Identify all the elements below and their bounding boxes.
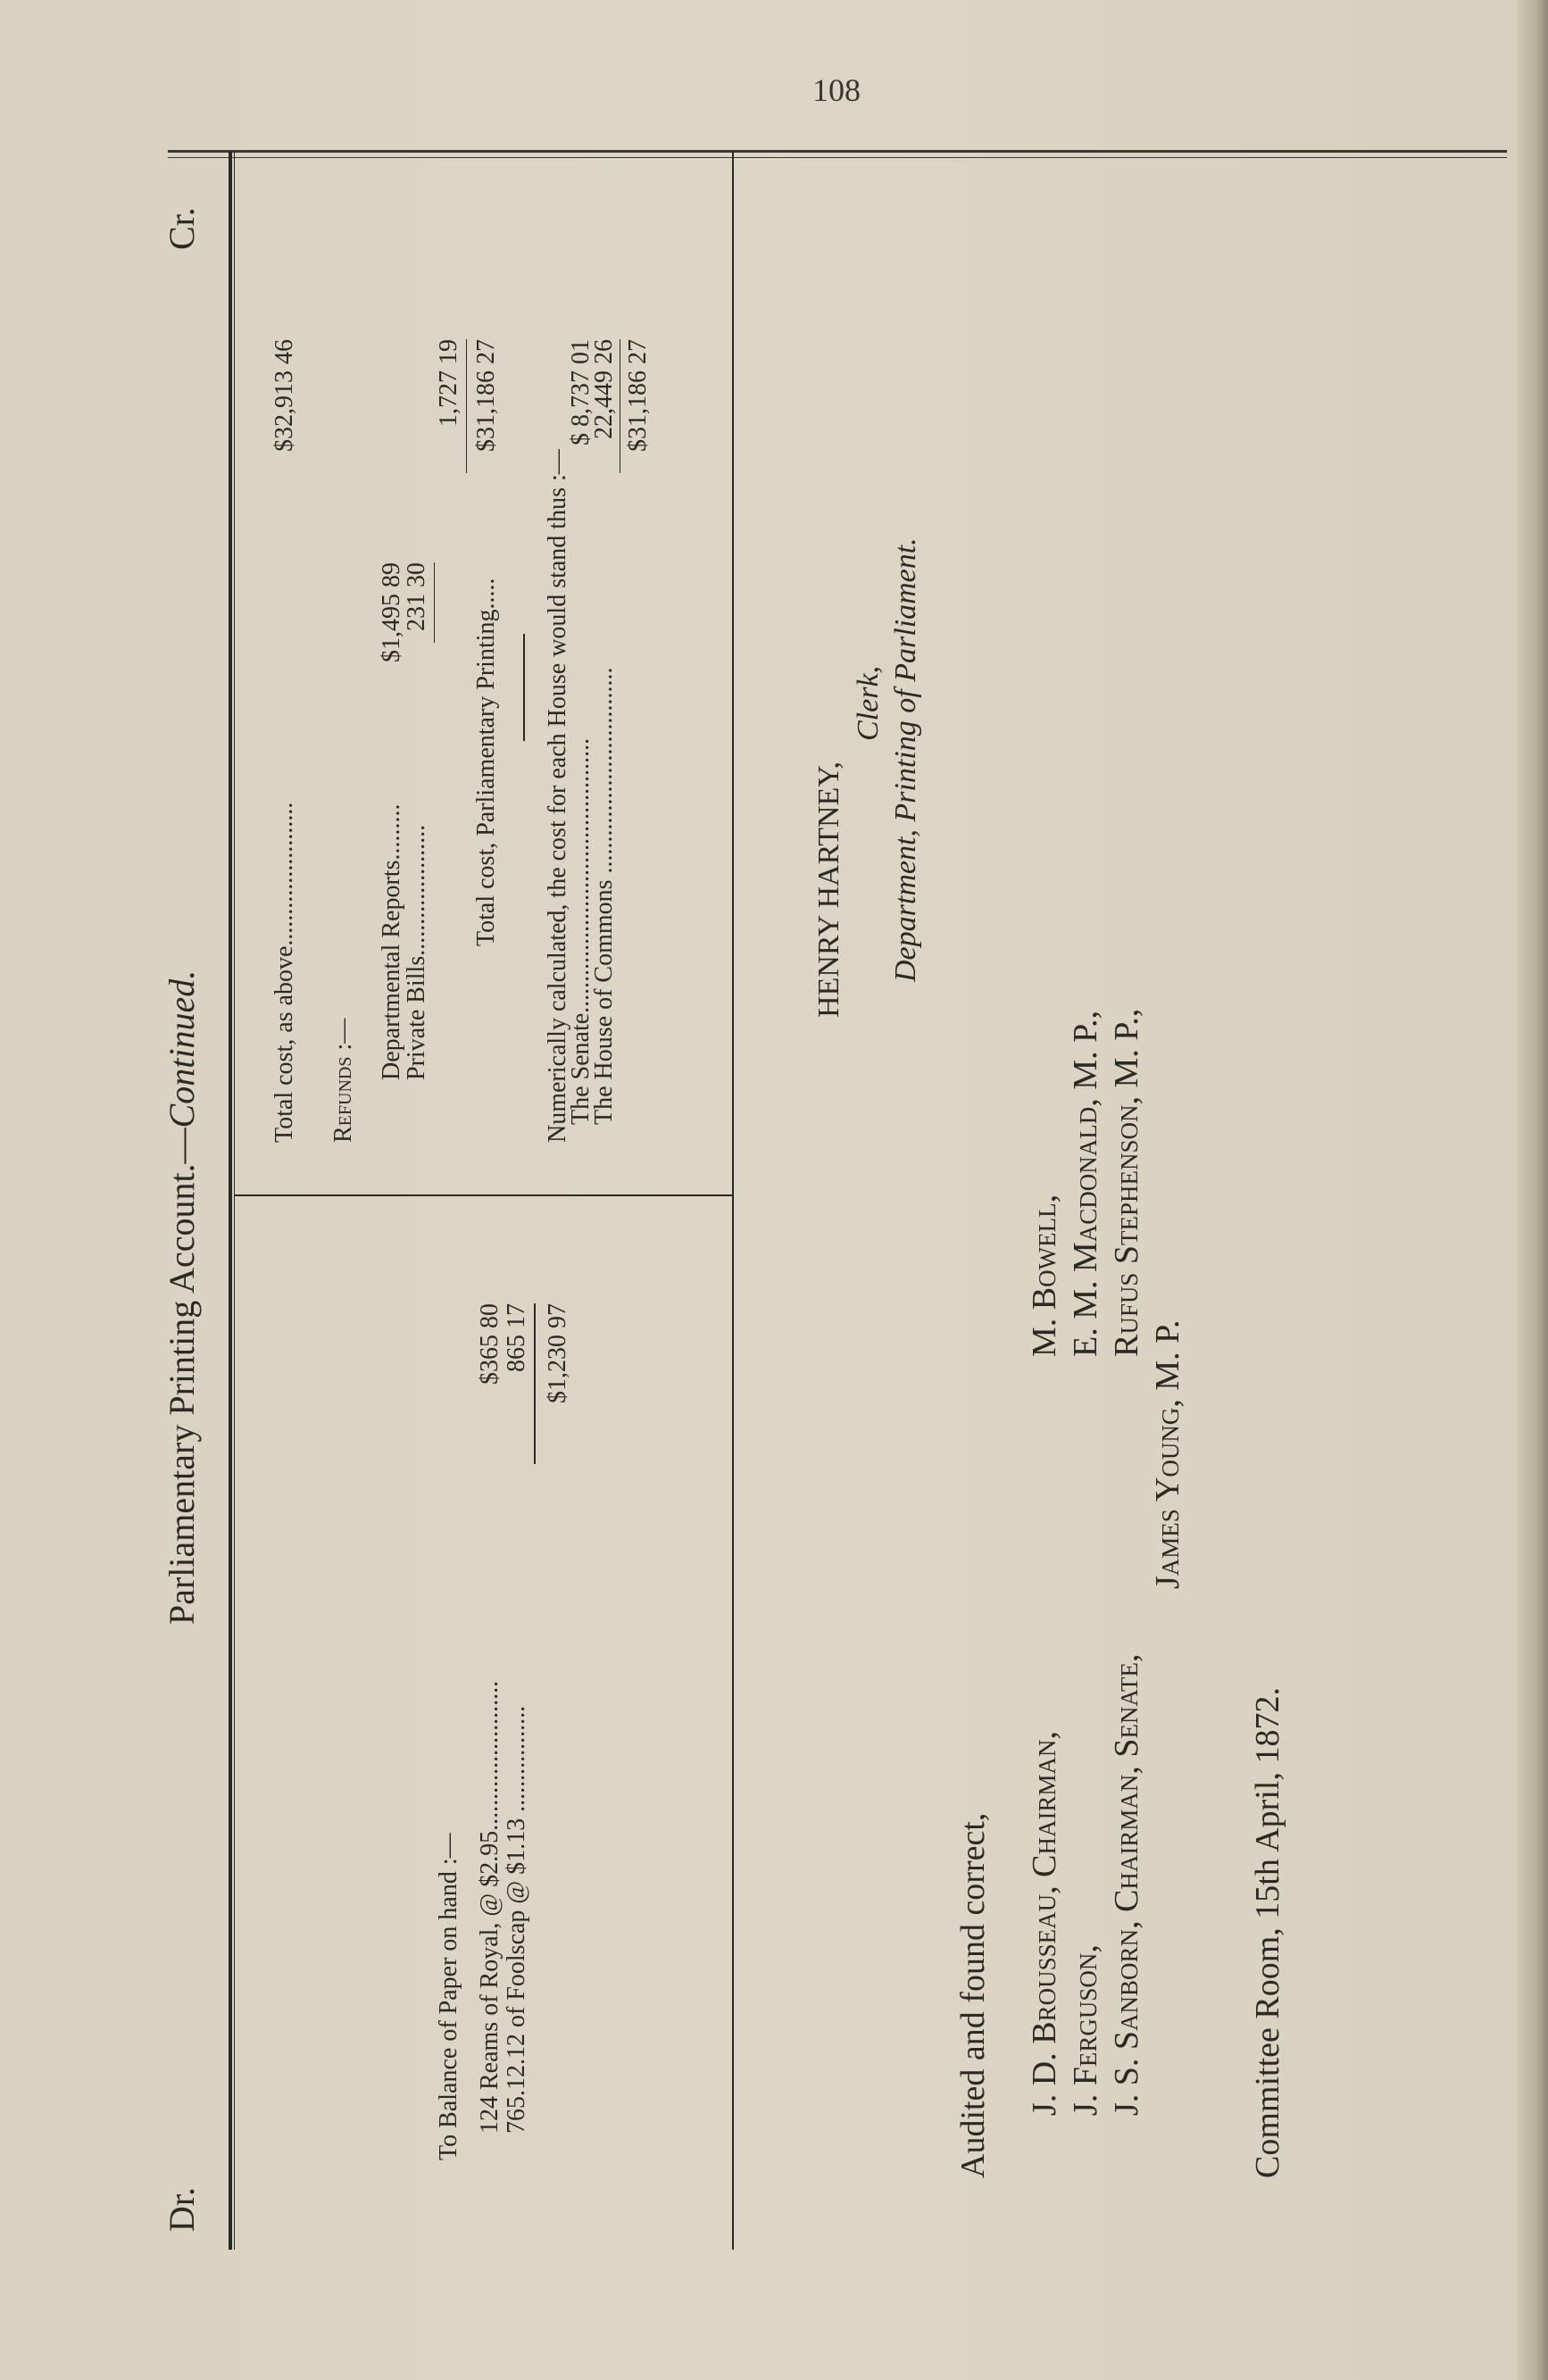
houses-total: $31,186 27	[624, 339, 652, 452]
audit-signer-right: E. M. Macdonald, M. P.,	[1067, 1011, 1104, 1357]
debit-item-label: 765.12.12 of Foolscap @ $1.13 .................	[503, 1705, 530, 2134]
clerk-role: Clerk,	[852, 665, 885, 741]
house-amount: $ 8,737 01	[567, 339, 595, 445]
debit-item-amount: 865 17	[503, 1303, 530, 1372]
refund-label: Departmental Reports.........	[378, 803, 405, 1080]
numerically-label: Numerically calculated, the cost for each House would stand thus :—	[544, 449, 571, 1143]
debit-item-amount: $365 80	[476, 1303, 504, 1385]
section-separator	[523, 634, 525, 741]
page-number: 108	[812, 72, 861, 108]
refunds-total: 1,727 19	[435, 339, 462, 427]
total-parl-label: Total cost, Parliamentary Printing.....	[472, 578, 500, 946]
account-title	[161, 970, 203, 1625]
account-title-continued: Continued.	[162, 969, 202, 1128]
audit-heading: Audited and found correct,	[954, 1812, 992, 2178]
table-top-rule-thin	[234, 152, 235, 2250]
debit-item-label: 124 Reams of Royal, @ $2.95........................	[476, 1680, 504, 2134]
refund-label: Private Bills.....................	[403, 824, 430, 1080]
refunds-sum-rule	[434, 562, 435, 643]
audit-signer-left: J. D. Brousseau, Chairman,	[1026, 1731, 1063, 2116]
clerk-name: HENRY HARTNEY,	[812, 761, 845, 1018]
total-cost-amount: $32,913 46	[270, 339, 298, 452]
refunds-heading: Refunds :—	[329, 1018, 357, 1143]
committee-room-date: Committee Room, 15th April, 1872.	[1249, 1687, 1286, 2178]
house-label: The Senate............................................	[567, 737, 595, 1125]
debit-sum-rule	[534, 1303, 536, 1464]
debit-heading: To Balance of Paper on hand :—	[435, 1833, 462, 2160]
audit-signer-last: James Young, M. P.	[1149, 1319, 1186, 1589]
refund-amount: $1,495 89	[378, 562, 405, 662]
total-cost-label: Total cost, as above.......................	[270, 802, 298, 1143]
table-bottom-rule	[732, 152, 734, 2250]
column-divider	[234, 1194, 734, 1196]
parl-sum-rule	[466, 339, 467, 473]
account-title-text: Parliamentary Printing Account.—	[162, 1128, 202, 1625]
audit-signer-left: J. S. Sanborn, Chairman, Senate,	[1108, 1653, 1145, 2116]
debit-total: $1,230 97	[544, 1303, 571, 1403]
audit-signer-right: Rufus Stephenson, M. P.,	[1108, 1008, 1145, 1357]
refund-amount: 231 30	[403, 562, 430, 631]
clerk-department: Department, Printing of Parliament.	[889, 537, 922, 982]
table-top-rule	[229, 152, 232, 2250]
total-parl-amount: $31,186 27	[472, 339, 500, 452]
house-label: The House of Commons .................................	[590, 667, 618, 1125]
house-amount: 22,449 26	[590, 339, 618, 439]
rotated-account	[152, 152, 1544, 2250]
cr-label: Cr.	[162, 207, 202, 250]
audit-signer-right: M. Bowell,	[1026, 1194, 1063, 1357]
audit-signer-left: J. Ferguson,	[1067, 1944, 1104, 2116]
dr-label: Dr.	[162, 2187, 202, 2232]
